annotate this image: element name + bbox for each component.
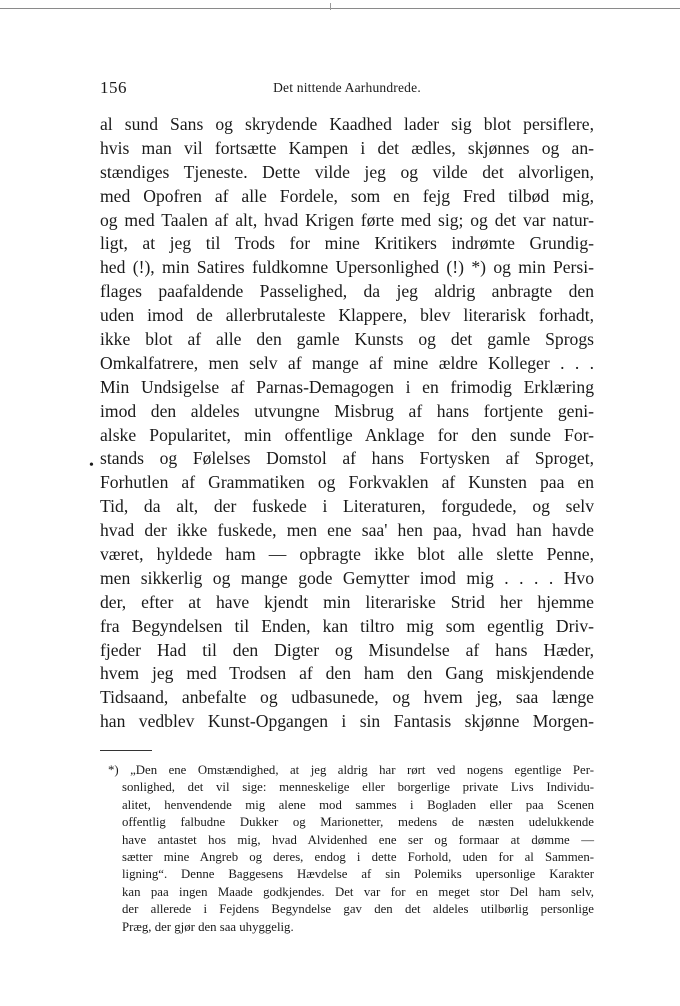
footnote-line: sætter mine Angreb og deres, endog i dette Forhold, uden for al Sammen- <box>122 849 594 864</box>
body-line: stændiges Tjeneste. Dette vilde jeg og vilde det alvorligen, <box>100 161 594 182</box>
footnote <box>100 762 594 936</box>
footnote-line: ligning“. Denne Baggesens Hævdelse af sin Polemiks upersonlige Karakter <box>122 867 594 882</box>
body-line: han vedblev Kunst-Opgangen i sin Fantasis skjønne Morgen- <box>100 711 594 732</box>
body-line: al sund Sans og skrydende Kaadhed lader sig blot persiflere, <box>100 114 594 134</box>
body-line: været, hyldede ham — opbragte ikke blot alle slette Penne, <box>100 544 594 565</box>
body-line: hvem jeg med Trodsen af den ham den Gang miskjendende <box>100 663 594 684</box>
body-line: men sikkerlig og mange gode Gemytter imod mig . . . . Hvo <box>100 567 594 588</box>
body-line: hvis man vil fortsætte Kampen i det ædles, skjønnes og an- <box>100 137 594 158</box>
footnote-line: *) „Den ene Omstændighed, at jeg aldrig har rørt ved nogens egentlige Per- <box>108 763 594 777</box>
body-line: Omkalfatrere, men selv af mange af mine ældre Kolleger . . . <box>100 352 594 373</box>
footnote-line: Præg, der gjør den saa uhyggelig. <box>122 919 294 934</box>
body-line: med Opofren af alle Fordele, som en fejg Fred tilbød mig, <box>100 185 594 206</box>
footnote-line: kan paa ingen Maade godkjendes. Det var for en meget stor Del ham selv, <box>122 884 594 899</box>
body-line: Tid, da alt, der fuskede i Literaturen, forgudede, og selv <box>100 496 594 517</box>
footnote-line: have antastet hos mig, hvad Alvidenhed ene ser og formaar at dømme — <box>122 832 594 847</box>
body-text <box>100 113 594 734</box>
page-header <box>100 78 594 102</box>
footnote-line: offentlig falbudne Dukker og Marionetter, medens de næsten udelukkende <box>122 815 594 830</box>
body-line: flages paafaldende Passelighed, da jeg aldrig anbragte den <box>100 281 594 302</box>
scan-top-edge <box>0 8 680 9</box>
margin-mark: • <box>89 458 94 473</box>
page-number: 156 <box>100 78 127 97</box>
footnote-rule <box>100 750 152 751</box>
body-line: og med Taalen af alt, hvad Krigen førte med sig; og det var natur- <box>100 209 594 230</box>
footnote-line: sonlighed, det vil sige: menneskelige eller borgerlige private Livs Individu- <box>122 780 594 795</box>
body-line: hvad der ikke fuskede, men ene saa' hen paa, hvad han havde <box>100 520 594 541</box>
body-line: stands og Følelses Domstol af hans Fortysken af Sproget, <box>100 448 594 469</box>
body-line: Forhutlen af Grammatiken og Forkvaklen af Kunsten paa en <box>100 472 594 493</box>
body-line: ikke blot af alle den gamle Kunsts og det gamle Sprogs <box>100 329 594 350</box>
body-line: fjeder Had til den Digter og Misundelse af hans Hæder, <box>100 639 594 660</box>
footnote-line: alitet, henvendende mig alene mod sammes i Bogladen eller paa Scenen <box>122 797 594 812</box>
body-line: Tidsaand, anbefalte og udbasunede, og hvem jeg, saa længe <box>100 687 594 708</box>
body-line: imod den aldeles utvungne Misbrug af hans fortjente geni- <box>100 400 594 421</box>
body-line: Min Undsigelse af Parnas-Demagogen i en frimodig Erklæring <box>100 376 594 397</box>
running-head: Det nittende Aarhundrede. <box>273 80 421 95</box>
footnote-line: der allerede i Fejdens Begyndelse gav den det aldeles utilbørlig personlige <box>122 902 594 917</box>
body-line: hed (!), min Satires fuldkomne Upersonlighed (!) *) og min Persi- <box>100 257 594 278</box>
body-line: fra Begyndelsen til Enden, kan tiltro mig som egentlig Driv- <box>100 615 594 636</box>
scan-edge-tick <box>330 3 331 10</box>
body-line: der, efter at have kjendt min literariske Strid her hjemme <box>100 591 594 612</box>
body-line: uden imod de allerbrutaleste Klappere, blev literarisk forhadt, <box>100 305 594 326</box>
body-line: ligt, at jeg til Trods for mine Kritikers indrømte Grundig- <box>100 233 594 254</box>
body-line: alske Popularitet, min offentlige Anklage for den sunde For- <box>100 424 594 445</box>
